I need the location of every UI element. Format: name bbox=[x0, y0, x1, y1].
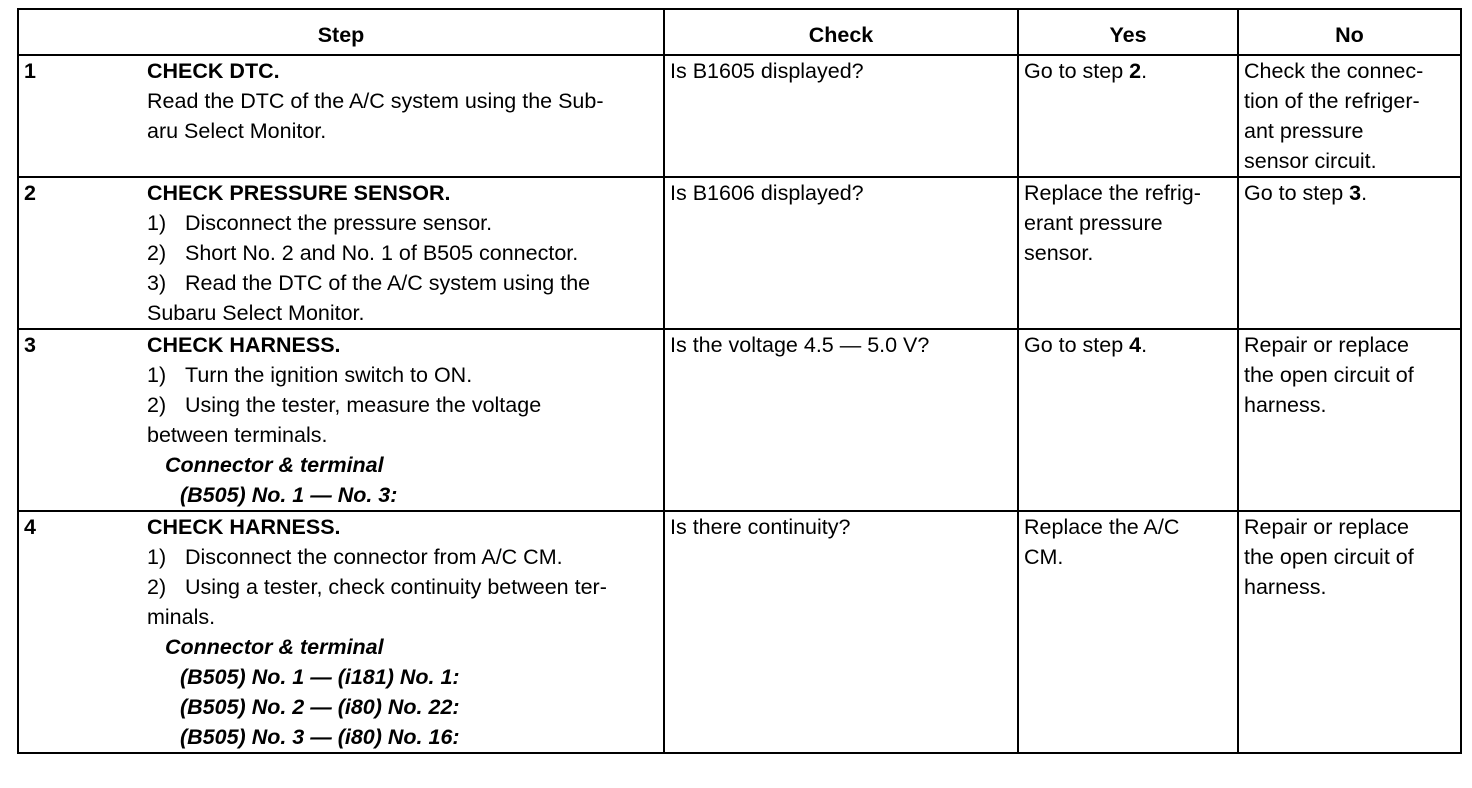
substep bbox=[147, 238, 658, 268]
substep-number: 1) bbox=[147, 211, 167, 235]
substep-text: Using a tester, check continuity between ter- bbox=[185, 575, 607, 599]
substep bbox=[147, 268, 658, 298]
no-line: Check the connec- bbox=[1244, 59, 1424, 83]
yes-text: Go to step bbox=[1024, 333, 1130, 357]
connector-terminal-label: Connector & terminal bbox=[165, 453, 384, 477]
yes-line: Replace the refrig- bbox=[1024, 181, 1201, 205]
yes-end: . bbox=[1141, 333, 1148, 357]
substep-number: 3) bbox=[147, 271, 167, 295]
no-line: ant pressure bbox=[1244, 119, 1364, 143]
connector-terminal-value: (B505) No. 1 — (i181) No. 1: bbox=[180, 665, 460, 689]
yes-step-ref: 2 bbox=[1129, 59, 1142, 83]
step-line: between terminals. bbox=[147, 423, 328, 447]
step-line: aru Select Monitor. bbox=[147, 119, 327, 143]
connector-terminal-value: (B505) No. 2 — (i80) No. 22: bbox=[180, 695, 460, 719]
table-row bbox=[18, 329, 1461, 511]
table-row bbox=[18, 177, 1461, 329]
substep bbox=[147, 360, 658, 390]
step-description bbox=[142, 329, 664, 511]
check-cell: Is B1605 displayed? bbox=[664, 55, 1018, 177]
yes-cell bbox=[1018, 511, 1238, 753]
connector-terminal-value: (B505) No. 3 — (i80) No. 16: bbox=[180, 725, 460, 749]
check-cell: Is there continuity? bbox=[664, 511, 1018, 753]
substep-number: 1) bbox=[147, 545, 167, 569]
yes-line: Replace the A/C bbox=[1024, 515, 1180, 539]
yes-step-ref: 4 bbox=[1129, 333, 1142, 357]
step-description bbox=[142, 55, 664, 177]
substep-text: Turn the ignition switch to ON. bbox=[185, 363, 473, 387]
header-yes: Yes bbox=[1018, 9, 1238, 55]
no-line: the open circuit of bbox=[1244, 363, 1414, 387]
step-line: Read the DTC of the A/C system using the Sub- bbox=[147, 89, 604, 113]
substep-number: 1) bbox=[147, 363, 167, 387]
substep-number: 2) bbox=[147, 575, 167, 599]
substep-text: Disconnect the connector from A/C CM. bbox=[185, 545, 563, 569]
connector-terminal-value: (B505) No. 1 — No. 3: bbox=[180, 483, 398, 507]
step-number: 4 bbox=[18, 511, 142, 753]
step-description bbox=[142, 177, 664, 329]
yes-line: sensor. bbox=[1024, 241, 1094, 265]
yes-cell bbox=[1018, 177, 1238, 329]
check-cell: Is the voltage 4.5 — 5.0 V? bbox=[664, 329, 1018, 511]
substep-text: Disconnect the pressure sensor. bbox=[185, 211, 493, 235]
step-title: CHECK PRESSURE SENSOR. bbox=[147, 181, 451, 205]
substep bbox=[147, 390, 658, 420]
no-line: harness. bbox=[1244, 393, 1327, 417]
yes-text: Go to step bbox=[1024, 59, 1130, 83]
step-description bbox=[142, 511, 664, 753]
step-number: 1 bbox=[18, 55, 142, 177]
no-end: . bbox=[1361, 181, 1368, 205]
step-title: CHECK DTC. bbox=[147, 59, 280, 83]
no-line: harness. bbox=[1244, 575, 1327, 599]
substep-number: 2) bbox=[147, 393, 167, 417]
header-step: Step bbox=[18, 9, 664, 55]
header-row bbox=[18, 9, 1461, 55]
no-line: Repair or replace bbox=[1244, 515, 1409, 539]
yes-line: CM. bbox=[1024, 545, 1064, 569]
table-row bbox=[18, 55, 1461, 177]
step-line: Subaru Select Monitor. bbox=[147, 301, 365, 325]
connector-terminal-label: Connector & terminal bbox=[165, 635, 384, 659]
no-line: sensor circuit. bbox=[1244, 149, 1377, 173]
no-text: Go to step bbox=[1244, 181, 1350, 205]
step-number: 2 bbox=[18, 177, 142, 329]
table-row bbox=[18, 511, 1461, 753]
step-line: minals. bbox=[147, 605, 216, 629]
no-line: the open circuit of bbox=[1244, 545, 1414, 569]
header-check: Check bbox=[664, 9, 1018, 55]
diagnostic-table bbox=[17, 8, 1462, 754]
substep-text: Short No. 2 and No. 1 of B505 connector. bbox=[185, 241, 579, 265]
step-title: CHECK HARNESS. bbox=[147, 333, 341, 357]
yes-end: . bbox=[1141, 59, 1148, 83]
header-no: No bbox=[1238, 9, 1461, 55]
substep bbox=[147, 208, 658, 238]
no-cell bbox=[1238, 177, 1461, 329]
no-line: tion of the refriger- bbox=[1244, 89, 1420, 113]
check-cell: Is B1606 displayed? bbox=[664, 177, 1018, 329]
substep-text: Read the DTC of the A/C system using the bbox=[185, 271, 591, 295]
substep bbox=[147, 542, 658, 572]
no-cell bbox=[1238, 55, 1461, 177]
step-title: CHECK HARNESS. bbox=[147, 515, 341, 539]
yes-line: erant pressure bbox=[1024, 211, 1163, 235]
no-line: Repair or replace bbox=[1244, 333, 1409, 357]
no-cell bbox=[1238, 329, 1461, 511]
no-cell bbox=[1238, 511, 1461, 753]
substep bbox=[147, 572, 658, 602]
yes-cell bbox=[1018, 329, 1238, 511]
substep-number: 2) bbox=[147, 241, 167, 265]
step-number: 3 bbox=[18, 329, 142, 511]
no-step-ref: 3 bbox=[1349, 181, 1362, 205]
substep-text: Using the tester, measure the voltage bbox=[185, 393, 542, 417]
yes-cell bbox=[1018, 55, 1238, 177]
